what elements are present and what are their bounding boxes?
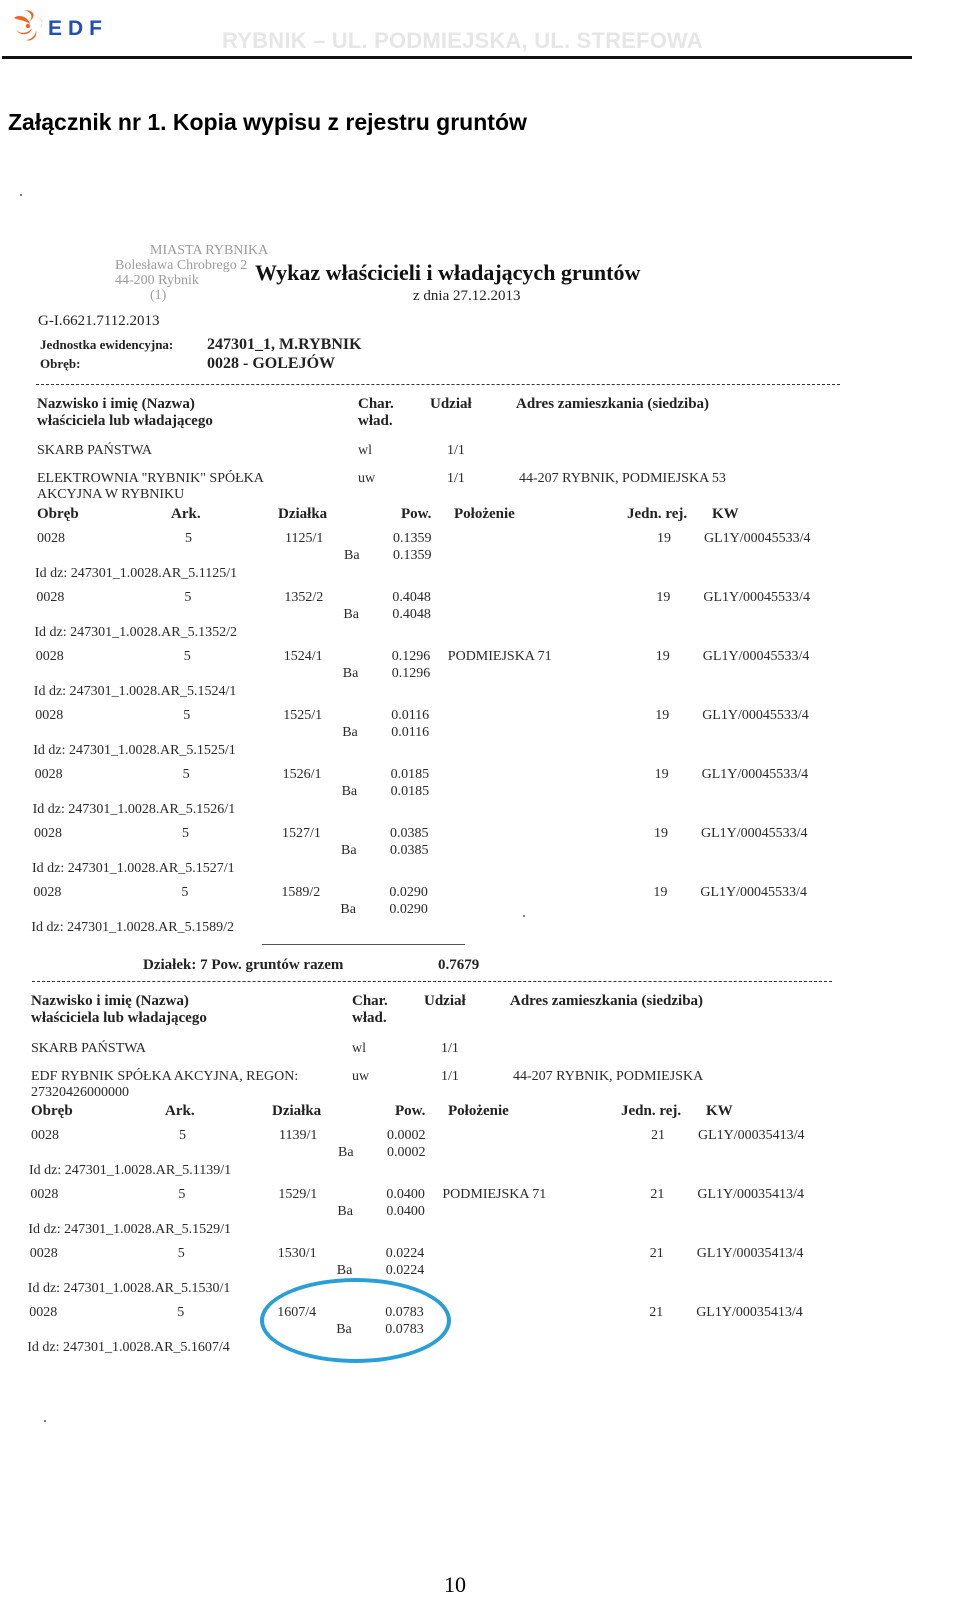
parcel-unit-reg: 19 — [656, 590, 671, 605]
owner-header-name: Nazwisko i imię (Nazwa) — [37, 396, 195, 412]
parcel-unit-reg: 19 — [654, 767, 669, 782]
parcel-number: 1530/1 — [277, 1246, 317, 1261]
parcel-area: 0.0002 — [387, 1128, 426, 1143]
parcel-id: Id dz: 247301_1.0028.AR_5.1527/1 — [32, 861, 235, 876]
parcel-id: Id dz: 247301_1.0028.AR_5.1525/1 — [33, 743, 236, 758]
office-stamp — [95, 243, 270, 308]
parcel-unit-reg: 21 — [649, 1305, 664, 1320]
parcel-sheet: 5 — [177, 1305, 185, 1320]
owner-char: uw — [352, 1069, 370, 1084]
parcel-unit-reg: 19 — [654, 826, 668, 841]
owner-char: wl — [352, 1041, 366, 1056]
owner-header-address: Adres zamieszkania (siedziba) — [516, 396, 710, 412]
parcel-number: 1589/2 — [281, 885, 321, 900]
parcel-precinct: 0028 — [29, 1305, 58, 1320]
parcel-use-area: 0.0185 — [390, 784, 430, 799]
parcel-header-location: Położenie — [454, 506, 515, 522]
parcel-id: Id dz: 247301_1.0028.AR_5.1352/2 — [34, 625, 237, 640]
parcel-kw: GL1Y/00045533/4 — [703, 590, 810, 605]
parcel-area: 0.1359 — [393, 531, 432, 546]
parcel-header-sheet: Ark. — [171, 506, 201, 522]
parcel-precinct: 0028 — [30, 1187, 59, 1202]
parcel-number: 1139/1 — [279, 1128, 318, 1143]
precinct-value: 0028 - GOLEJÓW — [207, 355, 336, 372]
parcel-area: 0.0400 — [386, 1187, 425, 1202]
parcel-area: 0.0290 — [389, 885, 428, 900]
owner-header-char: wład. — [352, 1010, 387, 1026]
parcel-id: Id dz: 247301_1.0028.AR_5.1524/1 — [33, 684, 237, 699]
owner-name: AKCYJNA W RYBNIKU — [37, 487, 185, 502]
owner-header-name: Nazwisko i imię (Nazwa) — [31, 993, 189, 1009]
parcel-number: 1607/4 — [277, 1305, 317, 1320]
owner-header-name: właściciela lub władającego — [37, 413, 213, 429]
parcel-id: Id dz: 247301_1.0028.AR_5.1139/1 — [29, 1163, 232, 1178]
parcel-number: 1527/1 — [282, 826, 321, 841]
parcel-unit-reg: 21 — [650, 1187, 665, 1202]
parcel-number: 1352/2 — [284, 590, 324, 605]
owner-char: uw — [358, 471, 376, 486]
parcel-sheet: 5 — [177, 1246, 185, 1261]
parcel-use-area: 0.0290 — [389, 902, 428, 917]
parcel-precinct: 0028 — [31, 1128, 59, 1143]
highlight-circle — [260, 1278, 451, 1363]
edf-logo-text: EDF — [48, 17, 102, 40]
owner-header-share: Udział — [430, 396, 472, 412]
parcel-unit-reg: 21 — [649, 1246, 664, 1261]
parcel-kw: GL1Y/00045533/4 — [701, 767, 809, 782]
precinct-label: Obręb: — [40, 356, 81, 371]
parcel-id: Id dz: 247301_1.0028.AR_5.1589/2 — [31, 920, 234, 935]
owner-share: 1/1 — [441, 1069, 459, 1084]
owner-header-name: właściciela lub władającego — [31, 1010, 207, 1026]
parcel-header-unit-reg: Jedn. rej. — [621, 1103, 682, 1119]
parcel-area: 0.0116 — [391, 708, 430, 723]
parcel-header-unit-reg: Jedn. rej. — [627, 506, 688, 522]
parcel-number: 1524/1 — [283, 649, 323, 664]
parcel-precinct: 0028 — [34, 826, 62, 841]
parcel-use-area: 0.0116 — [391, 725, 430, 740]
parcel-kw: GL1Y/00045533/4 — [702, 708, 809, 723]
parcel-number: 1125/1 — [285, 531, 324, 546]
parcel-use: Ba — [337, 1204, 353, 1219]
parcel-precinct: 0028 — [35, 649, 64, 664]
parcel-use-area: 0.0002 — [387, 1145, 426, 1160]
parcel-location: PODMIEJSKA 71 — [442, 1187, 547, 1202]
unit-value: 247301_1, M.RYBNIK — [207, 336, 362, 353]
parcel-kw: GL1Y/00045533/4 — [700, 885, 807, 900]
parcel-precinct: 0028 — [29, 1246, 58, 1261]
parcel-id: Id dz: 247301_1.0028.AR_5.1529/1 — [28, 1222, 231, 1237]
stamp-line: (1) — [150, 288, 167, 303]
parcel-sheet: 5 — [178, 1187, 186, 1202]
header-title: RYBNIK – UL. PODMIEJSKA, UL. STREFOWA — [222, 28, 703, 53]
parcel-use-area: 0.1296 — [391, 666, 431, 681]
parcel-sheet: 5 — [182, 767, 190, 782]
page-number: 10 — [444, 1572, 466, 1597]
parcel-unit-reg: 19 — [657, 531, 671, 546]
parcel-id: Id dz: 247301_1.0028.AR_5.1607/4 — [27, 1340, 230, 1355]
parcel-sheet: 5 — [179, 1128, 186, 1143]
owner-name: SKARB PAŃSTWA — [31, 1041, 147, 1056]
parcel-number: 1526/1 — [282, 767, 322, 782]
owner-share: 1/1 — [447, 471, 465, 486]
parcel-sheet: 5 — [181, 885, 189, 900]
parcel-sheet: 5 — [184, 590, 192, 605]
owner-header-share: Udział — [424, 993, 466, 1009]
parcel-unit-reg: 19 — [655, 708, 670, 723]
owner-name: SKARB PAŃSTWA — [37, 443, 153, 458]
owner-name: EDF RYBNIK SPÓŁKA AKCYJNA, REGON: — [31, 1069, 299, 1084]
parcel-use: Ba — [341, 784, 358, 799]
parcel-area: 0.1296 — [391, 649, 431, 664]
parcel-use: Ba — [340, 902, 356, 917]
parcel-header-sheet: Ark. — [165, 1103, 195, 1119]
parcel-use: Ba — [338, 1145, 354, 1160]
owner-char: wl — [358, 443, 372, 458]
stamp-line: MIASTA RYBNIKA — [150, 243, 269, 258]
parcel-header-area: Pow. — [395, 1103, 426, 1119]
parcel-area: 0.0224 — [385, 1246, 425, 1261]
parcel-precinct: 0028 — [35, 708, 64, 723]
parcel-sheet: 5 — [185, 531, 192, 546]
parcel-kw: GL1Y/00035413/4 — [697, 1187, 804, 1202]
parcel-number: 1529/1 — [278, 1187, 318, 1202]
parcel-unit-reg: 19 — [655, 649, 670, 664]
parcel-use: Ba — [344, 548, 360, 563]
summary-rule — [262, 944, 465, 945]
parcel-area: 0.4048 — [392, 590, 431, 605]
parcel-header-parcel: Działka — [278, 506, 328, 522]
parcel-header-area: Pow. — [401, 506, 432, 522]
document-title: Wykaz właścicieli i władających gruntów — [255, 260, 641, 285]
parcel-area: 0.0185 — [390, 767, 430, 782]
parcel-kw: GL1Y/00035413/4 — [696, 1305, 803, 1320]
parcel-use: Ba — [336, 1263, 353, 1278]
stamp-line: Bolesława Chrobrego 2 — [115, 258, 248, 273]
parcel-precinct: 0028 — [37, 531, 65, 546]
parcel-precinct: 0028 — [33, 885, 62, 900]
parcel-sheet: 5 — [183, 649, 191, 664]
unit-label: Jednostka ewidencyjna: — [40, 337, 174, 352]
owner-header-address: Adres zamieszkania (siedziba) — [510, 993, 704, 1009]
parcel-kw: GL1Y/00035413/4 — [698, 1128, 805, 1143]
parcel-id: Id dz: 247301_1.0028.AR_5.1125/1 — [35, 566, 238, 581]
parcel-use: Ba — [342, 666, 359, 681]
owner-name: 27320426000000 — [31, 1085, 129, 1100]
owner-address: 44-207 RYBNIK, PODMIEJSKA — [513, 1069, 704, 1084]
parcel-use: Ba — [342, 725, 358, 740]
parcel-id: Id dz: 247301_1.0028.AR_5.1526/1 — [32, 802, 236, 817]
owner-header-char: Char. — [352, 993, 388, 1009]
parcel-location: PODMIEJSKA 71 — [447, 649, 552, 664]
summary-label: Działek: 7 Pow. gruntów razem — [143, 957, 344, 973]
parcel-kw: GL1Y/00045533/4 — [704, 531, 811, 546]
parcel-header-kw: KW — [712, 506, 739, 522]
parcel-id: Id dz: 247301_1.0028.AR_5.1530/1 — [27, 1281, 231, 1296]
owner-header-char: Char. — [358, 396, 394, 412]
attachment-heading: Załącznik nr 1. Kopia wypisu z rejestru gruntów — [8, 109, 527, 135]
parcel-precinct: 0028 — [34, 767, 63, 782]
parcel-sheet: 5 — [183, 708, 191, 723]
document-date: z dnia 27.12.2013 — [413, 288, 521, 304]
stamp-line: 44-200 Rybnik — [115, 273, 199, 288]
parcel-use-area: 0.0783 — [385, 1322, 424, 1337]
parcel-header-parcel: Działka — [272, 1103, 322, 1119]
parcel-use: Ba — [343, 607, 359, 622]
parcel-area: 0.0783 — [385, 1305, 424, 1320]
parcel-unit-reg: 21 — [651, 1128, 665, 1143]
parcel-number: 1525/1 — [283, 708, 323, 723]
parcel-precinct: 0028 — [36, 590, 65, 605]
parcel-use: Ba — [341, 843, 357, 858]
parcel-header-precinct: Obręb — [31, 1103, 73, 1119]
parcel-sheet: 5 — [182, 826, 189, 841]
parcel-kw: GL1Y/00035413/4 — [696, 1246, 804, 1261]
summary-value: 0.7679 — [438, 957, 480, 973]
parcel-use-area: 0.0224 — [385, 1263, 425, 1278]
parcel-use-area: 0.1359 — [393, 548, 432, 563]
parcel-use: Ba — [336, 1322, 352, 1337]
parcel-use-area: 0.4048 — [392, 607, 431, 622]
parcel-area: 0.0385 — [390, 826, 429, 841]
owner-share: 1/1 — [441, 1041, 459, 1056]
parcel-use-area: 0.0385 — [390, 843, 429, 858]
owner-address: 44-207 RYBNIK, PODMIEJSKA 53 — [519, 471, 726, 486]
case-number: G-I.6621.7112.2013 — [38, 313, 160, 329]
parcel-use-area: 0.0400 — [386, 1204, 425, 1219]
parcel-kw: GL1Y/00045533/4 — [702, 649, 810, 664]
parcel-unit-reg: 19 — [653, 885, 668, 900]
parcel-kw: GL1Y/00045533/4 — [701, 826, 808, 841]
parcel-header-precinct: Obręb — [37, 506, 79, 522]
owner-name: ELEKTROWNIA "RYBNIK" SPÓŁKA — [37, 471, 264, 486]
parcel-header-kw: KW — [706, 1103, 733, 1119]
owner-header-char: wład. — [358, 413, 393, 429]
parcel-header-location: Położenie — [448, 1103, 509, 1119]
owner-share: 1/1 — [447, 443, 465, 458]
dashed-separator — [32, 981, 832, 982]
dashed-separator — [36, 384, 840, 385]
